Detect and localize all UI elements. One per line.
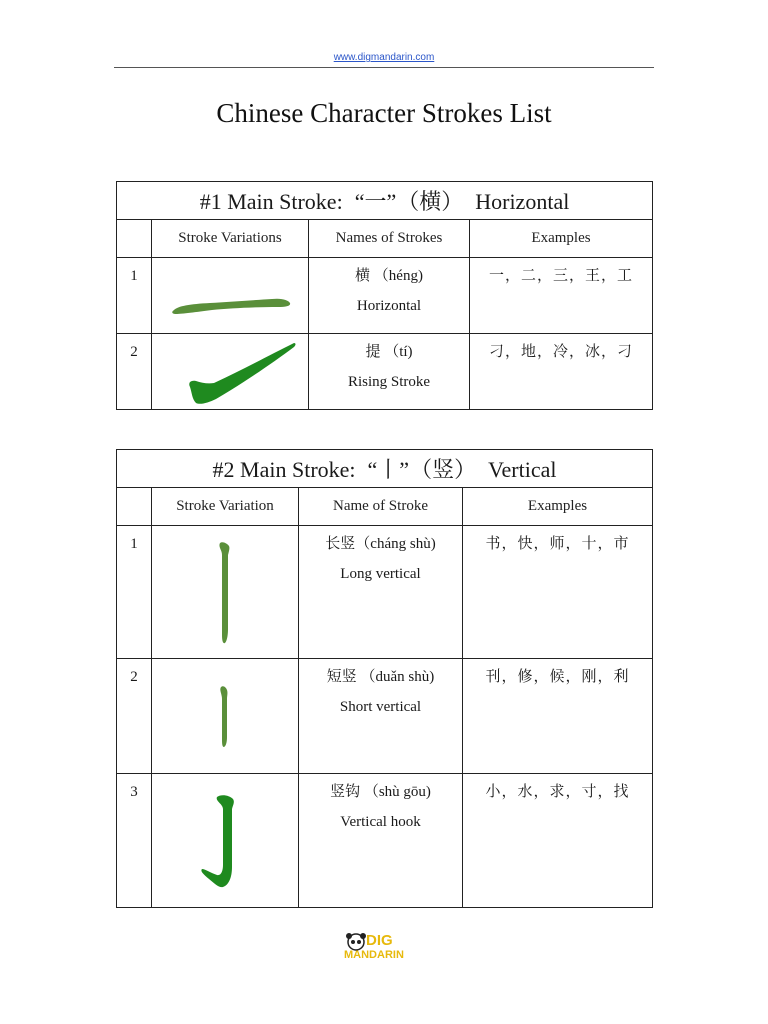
stroke-name-zh: 短竖 （duǎn shù)	[326, 669, 435, 685]
stroke-name	[309, 334, 470, 410]
column-header-names: Name of Stroke	[299, 488, 463, 526]
table-heading	[117, 182, 653, 220]
table-row	[117, 774, 653, 908]
heading-en: Vertical	[488, 457, 557, 482]
stroke-name-en: Rising Stroke	[347, 374, 431, 390]
logo-text-bottom: MANDARIN	[344, 949, 404, 961]
short-vertical-stroke-icon	[205, 681, 245, 751]
table-row	[117, 659, 653, 774]
stroke-name	[299, 774, 463, 908]
stroke-name-en: Horizontal	[356, 298, 422, 314]
stroke-name-en: Vertical hook	[340, 814, 421, 830]
stroke-image-long-vertical	[152, 526, 299, 659]
row-number: 2	[117, 659, 152, 774]
stroke-examples: 小，水，求，寸，找	[463, 774, 653, 908]
column-header-examples: Examples	[463, 488, 653, 526]
stroke-name-zh: 横 （héng)	[355, 268, 423, 284]
vertical-stroke-table	[116, 449, 653, 908]
table-row	[117, 526, 653, 659]
stroke-image-horizontal	[152, 258, 309, 334]
heading-zh: （竖）	[421, 457, 477, 482]
heading-char: “丨”	[367, 457, 410, 482]
row-number: 1	[117, 258, 152, 334]
digmandarin-logo	[342, 932, 428, 966]
stroke-examples: 一，二，三，王，工	[470, 258, 653, 334]
stroke-image-rising	[152, 334, 309, 410]
table-row	[117, 334, 653, 410]
heading-label: #1 Main Stroke:	[199, 189, 343, 214]
stroke-image-vertical-hook	[152, 774, 299, 908]
long-vertical-stroke-icon	[205, 537, 245, 647]
column-header-variation: Stroke Variation	[152, 488, 299, 526]
stroke-name-en: Long vertical	[340, 566, 421, 582]
header-rule	[114, 67, 654, 68]
table-heading	[117, 450, 653, 488]
stroke-name	[299, 526, 463, 659]
rising-stroke-icon	[160, 337, 300, 407]
vertical-hook-stroke-icon	[195, 791, 255, 891]
stroke-name-zh: 竖钩 （shù gōu)	[330, 784, 431, 800]
page-title: Chinese Character Strokes List	[216, 98, 552, 128]
heading-zh: （横）	[408, 189, 464, 214]
stroke-examples: 刊，修，候，刚，利	[463, 659, 653, 774]
horizontal-stroke-icon	[160, 266, 300, 326]
site-link[interactable]: www.digmandarin.com	[333, 52, 435, 63]
row-number: 1	[117, 526, 152, 659]
logo-text-top: DIG	[366, 932, 393, 949]
stroke-examples: 书，快，师，十，市	[463, 526, 653, 659]
column-header-number	[117, 488, 152, 526]
row-number: 3	[117, 774, 152, 908]
stroke-image-short-vertical	[152, 659, 299, 774]
column-header-number	[117, 220, 152, 258]
column-header-examples: Examples	[470, 220, 653, 258]
stroke-name-zh: 长竖（cháng shù)	[325, 536, 436, 552]
horizontal-stroke-table	[116, 181, 653, 410]
heading-en: Horizontal	[475, 189, 570, 214]
stroke-name	[309, 258, 470, 334]
stroke-name	[299, 659, 463, 774]
column-header-names: Names of Strokes	[309, 220, 470, 258]
heading-char: “一”	[354, 189, 397, 214]
stroke-name-en: Short vertical	[339, 699, 422, 715]
column-header-variation: Stroke Variations	[152, 220, 309, 258]
stroke-examples: 刁，地，冷，冰，刁	[470, 334, 653, 410]
row-number: 2	[117, 334, 152, 410]
stroke-name-zh: 提 （tí)	[365, 344, 413, 360]
table-row	[117, 258, 653, 334]
heading-label: #2 Main Stroke:	[212, 457, 356, 482]
